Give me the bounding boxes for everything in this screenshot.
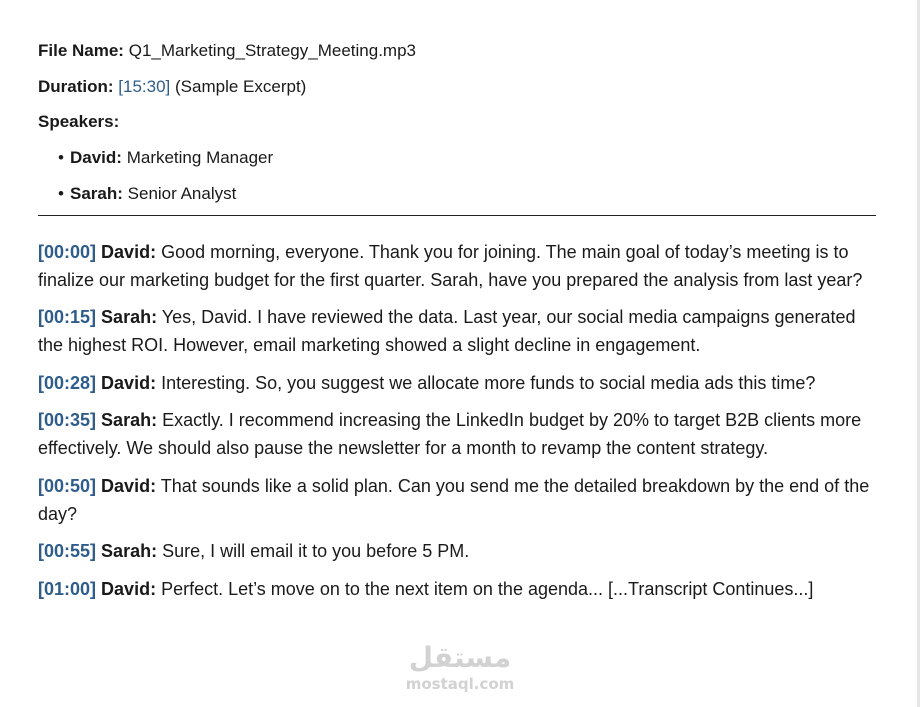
transcript-entry	[38, 537, 876, 565]
transcript-entry	[38, 575, 876, 603]
duration-note: (Sample Excerpt)	[175, 76, 307, 96]
speaker-label: David:	[101, 475, 157, 496]
speaker-label: Sarah:	[101, 410, 158, 430]
speaker-label: David:	[101, 241, 157, 262]
duration-value: [15:30]	[118, 76, 171, 96]
utterance-text: Exactly. I recommend increasing the LinkedIn budget by 20% to target B2B clients more effectively. We should also pause the newsletter for a month to revamp the content strategy.	[38, 410, 862, 458]
speaker-list	[38, 147, 876, 205]
watermark	[402, 640, 518, 692]
timestamp: [00:35]	[38, 410, 97, 430]
speaker-role: Senior Analyst	[127, 183, 237, 203]
utterance-text: Perfect. Let’s move on to the next item on the agenda... [...Transcript Continues...]	[161, 578, 814, 599]
timestamp: [01:00]	[38, 578, 97, 599]
transcript-entry	[38, 406, 876, 462]
transcript-document	[38, 40, 876, 612]
transcript-entry	[38, 303, 876, 359]
bullet-icon: •	[58, 147, 64, 167]
speaker-name: Sarah:	[70, 183, 123, 203]
transcript-entry	[38, 472, 876, 528]
transcript-entry	[38, 369, 876, 397]
speaker-item-david	[58, 147, 876, 169]
section-divider	[38, 215, 876, 216]
file-name-value: Q1_Marketing_Strategy_Meeting.mp3	[128, 41, 416, 60]
speaker-role: Marketing Manager	[126, 147, 274, 167]
bullet-icon: •	[58, 183, 64, 203]
utterance-text: That sounds like a solid plan. Can you send me the detailed breakdown by the end of the day?	[38, 475, 870, 524]
speaker-label: Sarah:	[101, 541, 158, 561]
utterance-text: Interesting. So, you suggest we allocate more funds to social media ads this time?	[161, 372, 816, 393]
file-name-label: File Name:	[38, 41, 124, 60]
utterance-text: Yes, David. I have reviewed the data. Last year, our social media campaigns generated the highest ROI. However, email marketing showed a slight decline in engagement.	[38, 307, 856, 355]
watermark-logo: مستقل	[408, 641, 512, 674]
speakers-heading-row	[38, 111, 876, 133]
timestamp: [00:00]	[38, 241, 97, 262]
speaker-item-sarah	[58, 183, 876, 205]
watermark-domain: mostaql.com	[405, 675, 515, 693]
speaker-label: David:	[101, 578, 157, 599]
speaker-name: David:	[70, 147, 122, 167]
speakers-label: Speakers:	[38, 112, 120, 131]
speaker-label: David:	[101, 372, 157, 393]
duration-label: Duration:	[38, 76, 114, 96]
timestamp: [00:15]	[38, 307, 97, 327]
timestamp: [00:55]	[38, 541, 97, 561]
file-name-row	[38, 40, 876, 62]
speaker-label: Sarah:	[101, 307, 158, 327]
timestamp: [00:28]	[38, 372, 97, 393]
transcript-entry	[38, 238, 876, 294]
duration-row	[38, 76, 876, 98]
utterance-text: Sure, I will email it to you before 5 PM.	[162, 541, 470, 561]
timestamp: [00:50]	[38, 475, 97, 496]
utterance-text: Good morning, everyone. Thank you for joining. The main goal of today’s meeting is to finalize our marketing budget for the first quarter. Sarah, have you prepared the analysis from last year?	[38, 241, 863, 290]
